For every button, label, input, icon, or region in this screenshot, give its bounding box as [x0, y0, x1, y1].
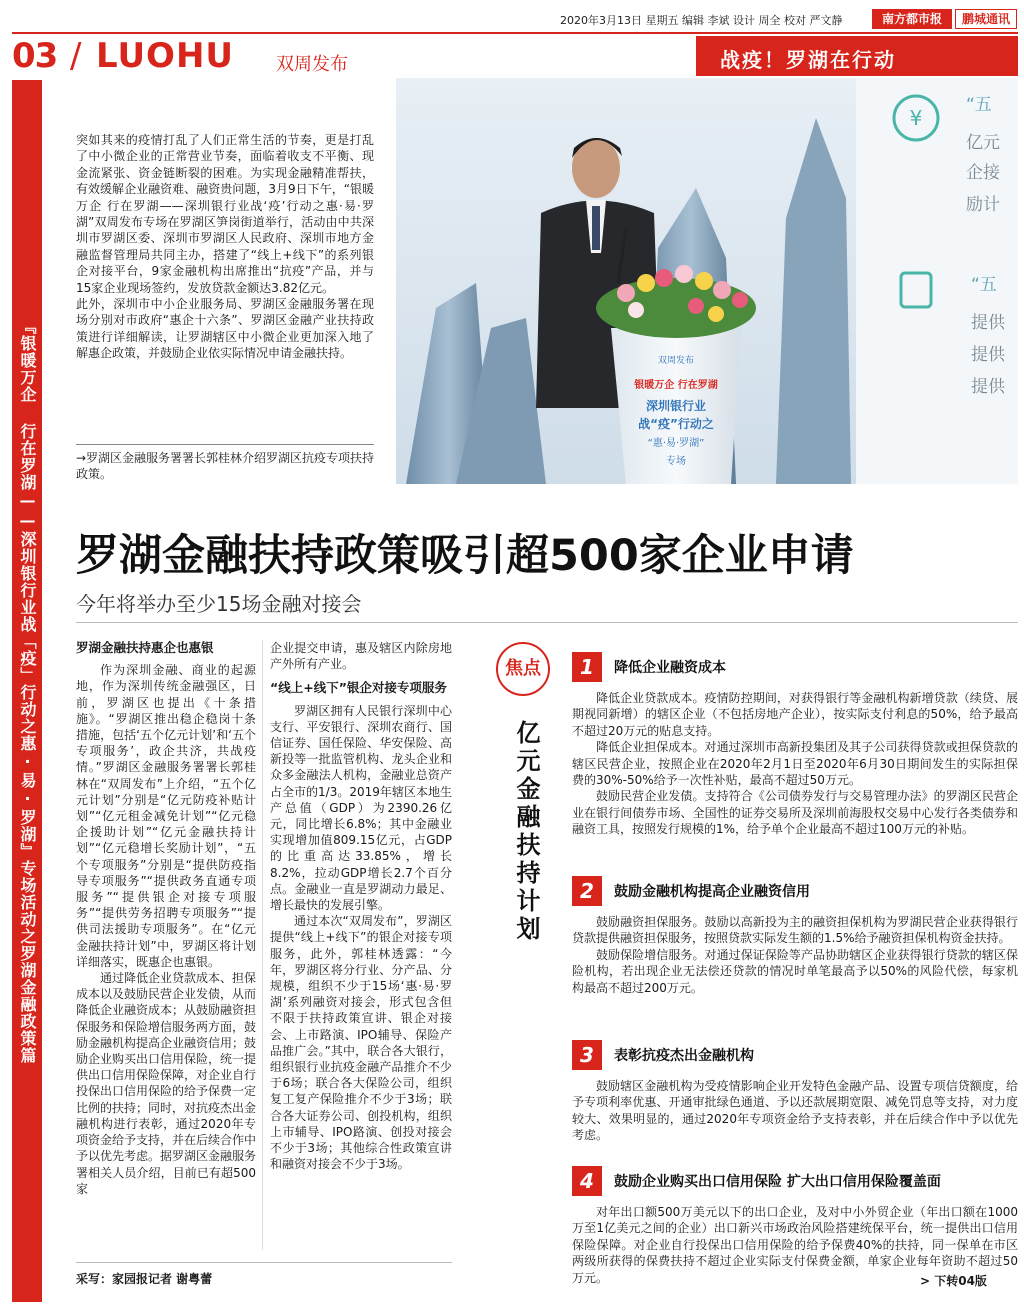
- focus-badge: 焦点: [496, 642, 550, 696]
- top-rule: [12, 32, 1018, 34]
- photo-caption: →罗湖区金融服务署署长郭桂林介绍罗湖区抗疫专项扶持政策。: [76, 451, 375, 481]
- article-paragraph: 企业提交申请，惠及辖区内除房地产外所有产业。: [270, 641, 452, 672]
- plan-section: [572, 1040, 1018, 1144]
- plan-section: [572, 652, 1018, 838]
- podium-sign-line: “惠·易·罗湖”: [647, 438, 705, 449]
- plan-number: 3: [572, 1040, 602, 1070]
- screen-text: 亿元: [966, 133, 1000, 153]
- screen-text: 提供: [971, 313, 1005, 333]
- plan-header: [572, 876, 1018, 906]
- plan-body: [572, 690, 1018, 838]
- brand-logo-secondary: 鹏城通讯: [955, 9, 1017, 29]
- plan-paragraph: 降低企业担保成本。对通过深圳市高新投集团及其子公司获得贷款或担保贷款的辖区民营企业，按照企业在2020年2月1日至2020年6月30日期间发生的实际担保费的30%-50%给予一次性补贴，最高不超过50万元。: [572, 740, 1018, 788]
- plan-header: [572, 1040, 1018, 1070]
- plan-number: 2: [572, 876, 602, 906]
- event-photo: [396, 78, 1018, 484]
- plan-paragraph: 鼓励融资担保服务。鼓励以高新投为主的融资担保机构为罗湖民营企业获得银行贷款提供融资担保服务，按照贷款实际发生额的1.5%给予融资担保机构资金扶持。: [572, 915, 1018, 946]
- continued-notice: > 下转04版: [920, 1274, 987, 1288]
- column-divider: [262, 640, 263, 1250]
- podium-sign-line: 专场: [666, 456, 686, 467]
- plan-paragraph: 鼓励保险增信服务。对通过保证保险等产品协助辖区企业获得银行贷款的辖区保险机构，若出现企业无法偿还贷款的情况时单笔最高予以50%的风险代偿，每家机构最高不超过200万元。: [572, 947, 1018, 995]
- plan-title: 鼓励金融机构提高企业融资信用: [614, 884, 810, 900]
- svg-text:¥: ¥: [909, 106, 923, 130]
- article-paragraph: 罗湖区拥有人民银行深圳中心支行、平安银行、深圳农商行、国信证券、国任保险、华安保险、高新投等一批监管机构、龙头企业和众多金融法人机构，金融业总资产占全市的1/3。2019年辖区本地生产总值（GDP）为2390.26亿元，同比增长6.8%；其中金融业实现增加值809.15亿元，占GDP的比重高达33.85%，增长8.2%，拉动GDP增长2.7个百分点。金融业一直是罗湖动力最足、增长最快的发展引擎。: [270, 703, 452, 913]
- article-column-2: [270, 640, 452, 1173]
- plan-title: 表彰抗疫杰出金融机构: [614, 1048, 754, 1064]
- podium-sign-line: 深圳银行业: [645, 399, 707, 413]
- section-heading: 罗湖金融扶持惠企也惠银: [76, 640, 214, 655]
- page-number: 03: [12, 36, 58, 76]
- article-column-1: [76, 640, 256, 1197]
- byline-rule: [76, 1262, 452, 1263]
- page-slash: /: [70, 36, 82, 76]
- focus-vertical-title: 亿元金融扶持计划: [512, 720, 540, 944]
- main-headline: 罗湖金融扶持政策吸引超500家企业申请: [76, 531, 854, 581]
- byline: 采写：家园报记者 谢粤蕾: [76, 1272, 213, 1286]
- intro-paragraph: 突如其来的疫情打乱了人们正常生活的节奏，更是打乱了中小微企业的正常营业节奏，面临着收支不平衡、现金流紧张、资金链断裂的困难。为实现金融精准帮扶，有效缓解企业融资难、融资贵问题，3月9日下午，“银暖万企 行在罗湖——深圳银行业战‘疫’行动之惠·易·罗湖”双周发布专场在罗湖区笋岗街道举行，活动由中共深圳市罗湖区委、深圳市罗湖区人民政府、深圳市地方金融监督管理局共同主办，搭建了“线上+线下”的系列银企对接平台，9家金融机构出席推出“抗疫”产品，并与15家企业现场签约，发放贷款金额达3.82亿元。: [76, 133, 374, 295]
- screen-text: 提供: [971, 377, 1005, 397]
- plan-number: 1: [572, 652, 602, 682]
- sub-headline: 今年将举办至少15场金融对接会: [76, 592, 362, 616]
- plan-section: [572, 1166, 1018, 1286]
- plan-header: [572, 652, 1018, 682]
- podium-sign-slogan: 银暖万企 行在罗湖: [634, 380, 718, 391]
- intro-text: [76, 132, 374, 362]
- article-paragraph: 通过本次“双周发布”，罗湖区提供“线上+线下”的银企对接专项服务，此外，郭桂林透露：“今年，罗湖区将分行业、分产品、分规模，组织不少于15场‘惠·易·罗湖’系列融资对接会，形式包含但不限于扶持政策宣讲、银企对接会、上市路演、IPO辅导、保险产品推广会。”其中，联合各大银行，组织银行业抗疫金融产品推介不少于6场；联合各大保险公司，组织复工复产保险推介不少于3场；联合各大证券公司、创投机构，组织上市辅导、IPO路演、创投对接会不少于3场；其他综合性政策宣讲和融资对接会不少于3场。: [270, 914, 452, 1172]
- screen-text: 提供: [971, 345, 1005, 365]
- podium-sign-line: 战“疫”行动之: [638, 417, 714, 431]
- plan-title: 鼓励企业购买出口信用保险 扩大出口信用保险覆盖面: [614, 1174, 941, 1190]
- caption-rule: [76, 444, 374, 445]
- plan-body: [572, 1078, 1018, 1144]
- dateline: 2020年3月13日 星期五 编辑 李斌 设计 周全 校对 严文静: [560, 14, 843, 27]
- banner-title: 战疫！罗湖在行动: [720, 48, 896, 72]
- podium-sign-top: 双周发布: [657, 356, 695, 366]
- intro-paragraph: 此外，深圳市中小企业服务局、罗湖区金融服务署在现场分别对市政府“惠企十六条”、罗湖区金融产业扶持政策进行详细解读，让罗湖辖区中小微企业更加深入地了解惠企政策，并鼓励企业依实际情况申请金融扶持。: [76, 297, 374, 361]
- section-heading: “线上+线下”银企对接专项服务: [270, 680, 447, 696]
- screen-text: “五: [966, 95, 992, 115]
- section-name: LUOHU: [96, 36, 235, 76]
- brand-logo: 南方都市报: [872, 9, 952, 29]
- headline-rule: [76, 622, 1018, 623]
- side-strip-title: 『银暖万企 行在罗湖——深圳银行业战「疫」行动之惠·易·罗湖』专场活动之罗湖金融政策篇: [18, 318, 37, 1064]
- article-paragraph: 通过降低企业贷款成本、担保成本以及鼓励民营企业发债，从而降低企业融资成本；从鼓励融资担保服务和保险增信服务两方面，鼓励金融机构提高企业融资信用；鼓励企业购买出口信用保险，统一提供出口信用保险保障，对企业自行投保出口信用保险的给予保费一定比例的扶持；同时，对抗疫杰出金融机构进行表彰，通过2020年专项资金给予支持，并在后续合作中予以优先考虑。据罗湖区金融服务署相关人员介绍，目前已有超500家: [76, 971, 257, 1196]
- plan-header: [572, 1166, 1018, 1196]
- plan-title: 降低企业融资成本: [614, 660, 726, 676]
- section-subtitle: 双周发布: [276, 54, 348, 75]
- plan-paragraph: 鼓励辖区金融机构为受疫情影响企业开发特色金融产品、设置专项信贷额度，给予专项利率优惠、开通审批绿色通道、予以还款展期宽限、减免罚息等支持，对力度较大、效果明显的，通过2020年专项资金给予支持表彰，并在后续合作中予以优先考虑。: [572, 1079, 1018, 1143]
- event-photo-illustration: [396, 78, 1018, 484]
- screen-text: “五: [971, 275, 997, 295]
- screen-text: 励计: [966, 195, 1000, 215]
- plan-body: [572, 914, 1018, 996]
- plan-section: [572, 876, 1018, 996]
- article-paragraph: 作为深圳金融、商业的起源地，作为深圳传统金融强区，日前，罗湖区也提出《十条措施》。“罗湖区推出稳企稳岗十条措施，包括‘五个亿元计划’和‘五个专项服务’，政企共济，共战疫情。”罗湖区金融服务署署长郭桂林在“双周发布”上介绍，“五个亿元计划”分别是“亿元防疫补贴计划”“亿元租金减免计划”“亿元稳企援助计划”“亿元金融扶持计划”“亿元稳增长奖励计划”，“五个专项服务”分别是“提供防疫指导专项服务”“提供政务直通专项服务”“提供银企对接专项服务”“提供劳务招聘专项服务”“提供司法援助专项服务”。在“亿元金融扶持计划”中，罗湖区将计划详细落实，既惠企也惠银。: [76, 663, 256, 969]
- plan-paragraph: 对年出口额500万美元以下的出口企业，及对中小外贸企业（年出口额在1000万至1亿美元之间的企业）出口新兴市场政治风险搭建统保平台，统一提供出口信用保险保障。对企业自行投保出口信用保险的给予保费40%的扶持，同一保单在市区两级所获得的保费扶持不超过企业实际支付保费金额，单家企业每年资助不超过50万元。: [572, 1205, 1018, 1285]
- screen-text: 企接: [966, 163, 1000, 183]
- plan-number: 4: [572, 1166, 602, 1196]
- plan-paragraph: 鼓励民营企业发债。支持符合《公司债券发行与交易管理办法》的罗湖区民营企业在银行间债券市场、全国性的证券交易所及深圳前海股权交易中心发行各类债券和融资工具，按照发行规模的1%，给予单个企业最高不超过100万元的补贴。: [572, 789, 1018, 837]
- plan-paragraph: 降低企业贷款成本。疫情防控期间，对获得银行等金融机构新增贷款（续贷、展期视同新增）的辖区企业（不包括房地产企业），按实际支付利息的50%，给予最高不超过20万元的贴息支持。: [572, 691, 1018, 738]
